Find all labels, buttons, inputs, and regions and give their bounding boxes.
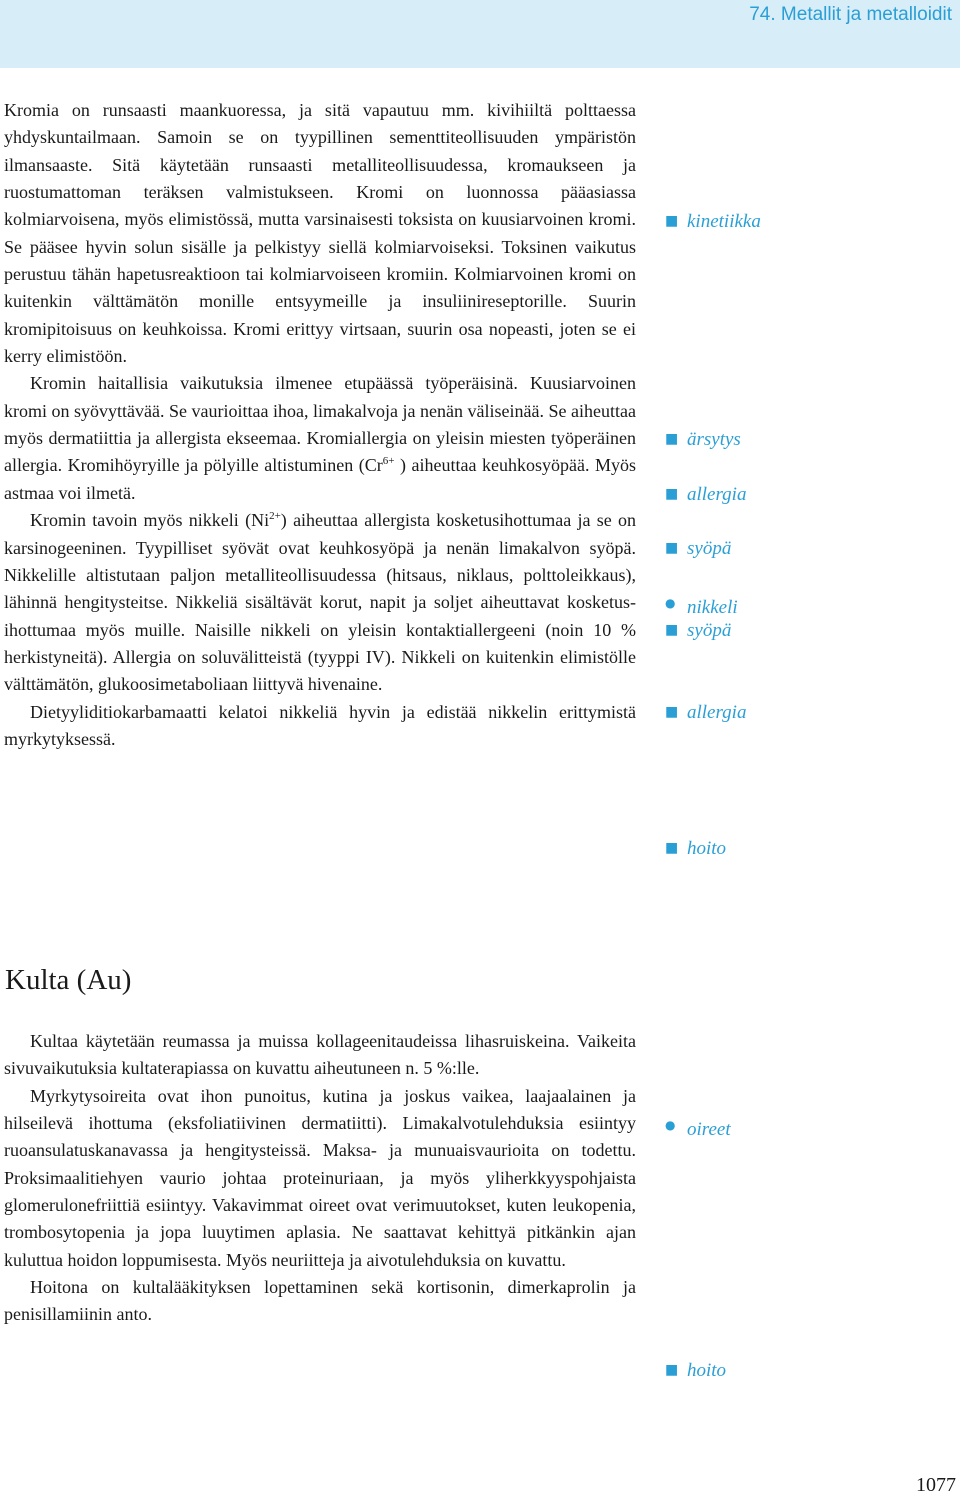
- gold-section: [4, 1028, 636, 1329]
- sub-bullet-icon: ■: [665, 1362, 679, 1378]
- chromium-section: [4, 97, 636, 753]
- sub-bullet-icon: ■: [665, 213, 679, 229]
- sub-bullet-icon: ■: [665, 840, 679, 856]
- paragraph-nickel-treatment: Dietyyliditiokarbamaatti kelatoi nikkeliä hyvin ja edistää nikkelin erittymistä myrkytyksessä.: [4, 701, 636, 749]
- sub-bullet-icon: ■: [665, 486, 679, 502]
- sub-bullet-icon: ■: [665, 431, 679, 447]
- margin-note-nikkeli: ● nikkeli: [665, 590, 738, 616]
- paragraph-chromium-intro: Kromia on runsaasti maankuoressa, ja sitä vapautuu mm. kivihiiltä polttaessa yhdyskuntailmaan. Samoin se on tyypillinen sementtiteollisuuden ympäristön ilmansaaste. Sitä käytetään runsaasti metalliteollisuudessa, kromaukseen ja ruostumattoman teräksen valmistukseen. Kromi on luonnossa pääasiassa kolmiarvoisena, myös elimistössä, mutta varsinaisesti toksista on kuusiarvoinen kromi. Se pääsee hyvin solun sisälle ja pelkistyy siellä kolmiarvoiseksi. Toksinen vaikutus perustuu tähän hapetusreaktioon tai kolmiarvoiseen kromiin. Kolmiarvoinen kromi on kuitenkin välttämätön monille entsyymeille ja insuliinireseptorille. Suurin kromipitoisuus on keuhkoissa. Kromi erittyy virtsaan, suurin osa nopeasti, joten se ei kerry elimistöön.: [4, 100, 636, 367]
- margin-note-hoito: ■ hoito: [665, 835, 726, 861]
- margin-note-syopa: ■ syöpä: [665, 535, 731, 561]
- margin-note-allergia: ■ allergia: [665, 481, 746, 507]
- sub-bullet-icon: ■: [665, 704, 679, 720]
- margin-note-oireet: ● oireet: [665, 1112, 731, 1138]
- paragraph-nickel: Kromin tavoin myös nikkeli $(Ni^{2+})$ aiheuttaa allergista kosketusihottumaa ja se on karsinogeeninen. Tyypilliset syövät ovat keuhkosyöpä ja nenän limakalvon syöpä. Nikkelille altistutaan paljon metalliteollisuudessa (hitsaus, niklaus, polttoleikkaus), lähinnä hengitysteitse. Nikkeliä sisältävät korut, napit ja soljet aiheuttavat kosketusihottumaa myös muille. Naisille nikkeli on yleisin kontaktiallergeeni (noin 10 % herkistyneitä). Allergia on soluvälitteistä (tyyppi IV). Nikkeli on kuitenkin elimistölle välttämätön, glukoosimetaboliaan liittyvä hivenaine.: [4, 510, 636, 695]
- paragraph-gold-symptoms: Myrkytysoireita ovat ihon punoitus, kutina ja joskus vaikea, laajaalainen ja hilseilevä ihottuma (eksfoliatiivinen dermatiitti). Limakalvotulehduksia esiintyy ruoansulatuskanavassa ja hengitysteissä. Maksa- ja munuaisvaurioita on todettu. Proksimaalitiehyen vaurio johtaa proteinuriaan, ja myös yliherkkyyspohjaista glomerulonefriittiä esiintyy. Vakavimmat oireet ovat verimuutokset, kuten leukopenia, trombosytopenia ja jopa luuytimen aplasia. Ne saattavat kehittyä pitkänkin ajan kuluttua hoidon loppumisesta. Myös neuriitteja ja aivotulehduksia on kuvattu.: [4, 1085, 636, 1270]
- margin-note-arsytys: ■ ärsytys: [665, 426, 741, 452]
- margin-note-syopa-2: ■ syöpä: [665, 617, 731, 643]
- paragraph-gold-treatment: Hoitona on kultalääkityksen lopettaminen sekä kortisonin, dimerkaprolin ja penisillamiinin anto.: [4, 1277, 636, 1325]
- margin-note-hoito-2: ■ hoito: [665, 1357, 726, 1383]
- header-band: [0, 0, 960, 68]
- main-bullet-icon: ●: [665, 1118, 676, 1132]
- margin-note-allergia-2: ■ allergia: [665, 699, 746, 725]
- chromium-charge: 6+: [382, 455, 395, 468]
- section-heading-gold: Kulta (Au): [5, 964, 132, 996]
- sub-bullet-icon: ■: [665, 540, 679, 556]
- chapter-title: 74. Metallit ja metalloidit: [749, 4, 952, 25]
- nickel-charge: 2+: [269, 510, 281, 523]
- margin-note-kinetiikka: ■ kinetiikka: [665, 208, 761, 234]
- sub-bullet-icon: ■: [665, 622, 679, 638]
- paragraph-gold-use: Kultaa käytetään reumassa ja muissa kollageenitaudeissa lihasruiskeina. Vaikeita sivuvaikutuksia kultaterapiassa on kuvattu aiheutuneen n. 5 %:lle.: [4, 1031, 636, 1079]
- main-bullet-icon: ●: [665, 596, 676, 610]
- paragraph-chromium-effects: Kromin haitallisia vaikutuksia ilmenee etupäässä työperäisinä. Kuusiarvoinen kromi on syövyttävää. Se vaurioittaa ihoa, limakalvoja ja nenän väliseinää. Se aiheuttaa myös dermatiittia ja allergista ekseemaa. Kromiallergia on yleisin miesten työperäinen allergia. Kromihöyryille ja pölyille altistuminen ($Cr^{6+}$ ) aiheuttaa keuhkosyöpää. Myös astmaa voi ilmetä.: [4, 373, 637, 503]
- page-number: 1077: [916, 1474, 956, 1496]
